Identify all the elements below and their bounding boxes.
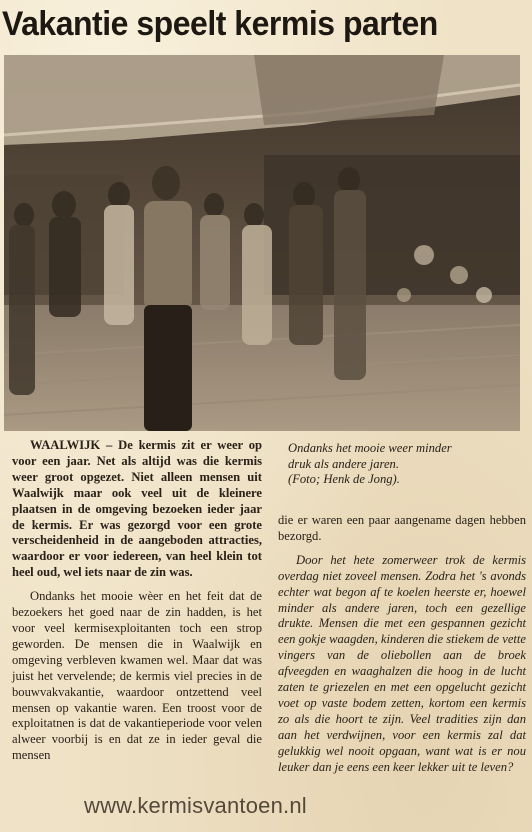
caption-line-2: druk als andere jaren. xyxy=(288,456,399,471)
headline: Vakantie speelt kermis parten xyxy=(2,5,438,43)
photo-image xyxy=(4,55,520,431)
article-paragraph-3: Door het hete zomerweer trok de kermis overdag niet zoveel mensen. Zodra het 's avonds echter wat begon af te koelen heerste er, hoewel minder als andere jaren, toch een gezellige drukte. Mensen die met een gespannen gezicht een gokje waagden, kinderen die stiekem de vette vingers van de oliebollen aan de broek afveegden en waaghalzen die hoog in de lucht zaten te griezelen en met een opgelucht gezicht voet op vaste bodem zetten, kortom een kermis zo als die hoort te zijn. Veel tradities zijn dan aan het verdwijnen, voor een kermis zal dat gelukkig wel nooit opgaan, want wat is er nou leuker dan je eens een keer lekker uit te leven? xyxy=(278,552,526,774)
caption-line-3: (Foto; Henk de Jong). xyxy=(288,472,400,486)
article-column-right xyxy=(278,513,526,784)
article-paragraph-2-continued: die er waren een paar aangename dagen hebben bezorgd. xyxy=(278,513,526,543)
photo-kermis-crowd xyxy=(4,55,520,431)
site-watermark: www.kermisvantoen.nl xyxy=(84,793,307,818)
photo-caption xyxy=(288,441,526,488)
article-paragraph-2: Ondanks het mooie wèer en het feit dat de bezoekers het goed naar de zin hadden, is het voor veel kermisexploitanten toch een strop geworden. De mensen die in Waalwijk en omgeving verbleven kwamen wel. Maar dat was juist het vervelende; de kermis viel precies in de bouwvakvakantie, waardoor ontzettend veel mensen op vakantie waren. Een troost voor de exploitatnen is dat de vakantieperiode voor velen alweer voorbij is en dat ze in ieder geval die mensen xyxy=(12,589,262,763)
article-lead-paragraph xyxy=(12,438,262,581)
article-lead-text: De kermis zit er weer op voor een jaar. Net als altijd was die kermis weer groot opgezet. Niet alleen mensen uit Waalwijk maar ook veel uit de kleinere plaatsen in de omgeving bezoeken ieder jaar de kermis. Er was gezorgd voor een grote verscheidenheid in de aangeboden attracties, waardoor er voor iedereen, van heel klein tot heel oud, wel iets naar de zin was. xyxy=(12,438,262,580)
caption-line-1: Ondanks het mooie weer minder xyxy=(288,441,452,455)
article-column-left xyxy=(12,438,262,772)
article-dateline: WAALWIJK – xyxy=(30,438,119,452)
